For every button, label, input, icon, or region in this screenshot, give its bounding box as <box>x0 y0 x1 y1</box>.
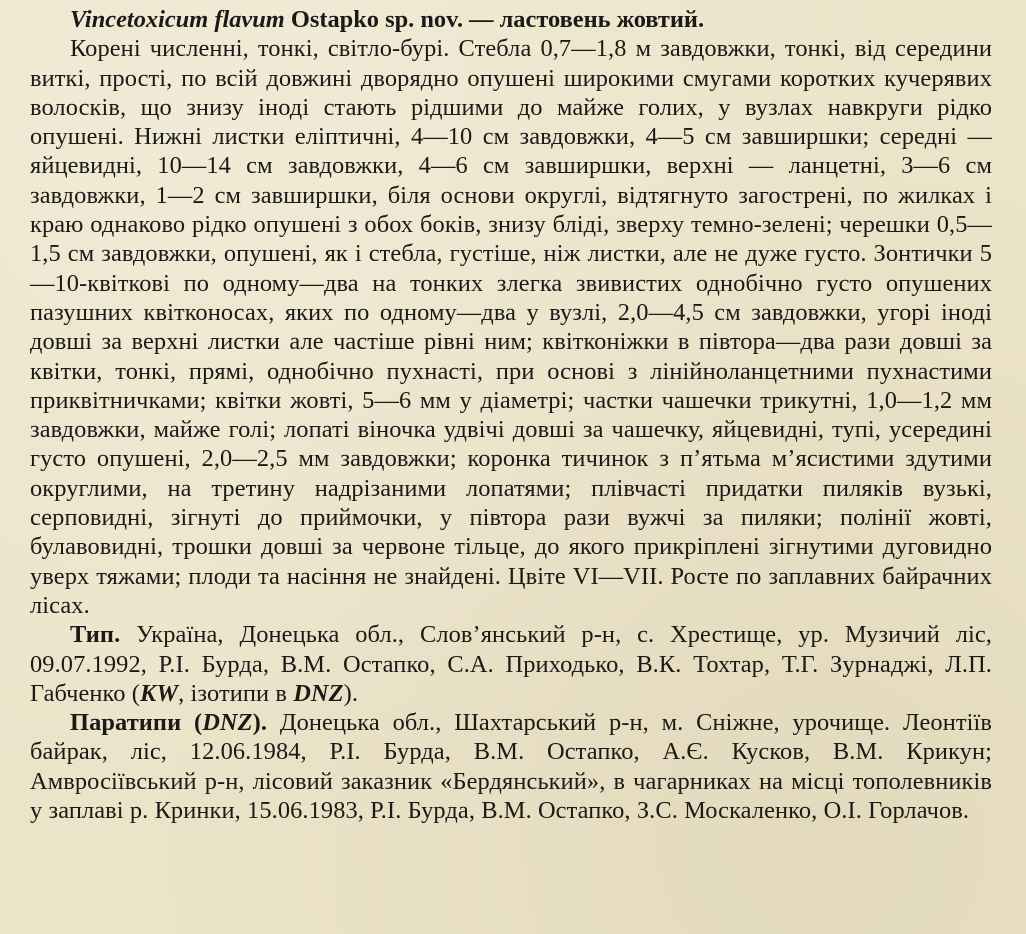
species-author-note: Ostapko sp. nov. — ластовень жовтий. <box>284 6 705 33</box>
paratypes-text: Донецька обл., Шахтарський р-н, м. Сніжне, урочище. Леонтіїв байрак, ліс, 12.06.1984, Р.І. Бурда, В.М. Остапко, А.Є. Кусков, В.М. Крикун; Амвросіївський р-н, лісовий заказник «Бердянський», в чагарниках на місці тополевників у заплаві р. Кринки, 15.06.1983, Р.І. Бурда, В.М. Остапко, З.С. Москаленко, О.І. Горлачов. <box>30 709 992 825</box>
type-text-middle: , ізотипи в <box>178 679 294 707</box>
type-herbarium-kw: KW <box>139 679 179 707</box>
type-label: Тип. <box>70 621 121 649</box>
type-text-after: ). <box>343 679 359 707</box>
type-specimen-paragraph <box>30 620 992 708</box>
paratypes-herbarium: DNZ <box>202 709 253 737</box>
paratypes-label: Паратипи ( <box>70 709 203 737</box>
type-text-before: Україна, Донецька обл., Слов’янський р-н, с. Хрестище, ур. Музичий ліс, 09.07.1992, Р.І. Бурда, В.М. Остапко, С.А. Приходько, В.К. Тохтар, Т.Г. Зурнаджі, Л.П. Габченко ( <box>30 621 992 707</box>
type-herbarium-dnz: DNZ <box>293 679 344 707</box>
paratypes-paragraph <box>30 708 992 825</box>
paratypes-label-end: ). <box>252 709 268 737</box>
species-latin-name: Vincetoxicum flavum <box>70 6 285 33</box>
species-heading <box>30 5 992 34</box>
species-description: Корені численні, тонкі, світло-бурі. Стебла 0,7—1,8 м завдовжки, тонкі, від середини виткі, прості, по всій довжині дворядно опушені широкими смугами коротких кучерявих волосків, що знизу іноді стають рідшими до майже голих, у вузлах навкруги рідко опушені. Нижні листки еліптичні, 4—10 см завдовжки, 4—5 см завширшки; середні — яйцевидні, 10—14 см завдовжки, 4—6 см завширшки, верхні — ланцетні, 3—6 см завдовжки, 1—2 см завширшки, біля основи округлі, відтягнуто загострені, по жилках і краю однаково рідко опушені з обох боків, знизу бліді, зверху темно-зелені; черешки 0,5—1,5 см завдовжки, опушені, як і стебла, густіше, ніж листки, але не дуже густо. Зонтички 5—10-квіткові по одному—два на тонких злегка звивистих однобічно густо опушених пазушних квітконосах, яких по одному—два у вузлі, 2,0—4,5 см завдовжки, угорі іноді довші за верхні листки але частіше рівні ним; квітконіжки в півтора—два рази довші за квітки, тонкі, прямі, однобічно пухнасті, при основі з лінійноланцетними пухнастими приквітничками; квітки жовті, 5—6 мм у діаметрі; частки чашечки трикутні, 1,0—1,2 мм завдовжки, майже голі; лопаті віночка удвічі довші за чашечку, яйцевидні, тупі, усередині густо опушені, 2,0—2,5 мм завдовжки; коронка тичинок з п’ятьма м’ясистими здутими округлими, на третину надрізаними лопатями; плівчасті придатки пиляків вузькі, серповидні, зігнуті до приймочки, у півтора рази вужчі за пиляки; полінії жовті, булавовидні, трошки довші за червоне тільце, до якого прикріплені зігнутими дуговидно уверх тяжами; плоди та насіння не знайдені. Цвіте VI—VII. Росте по заплавних байрачних лісах. <box>30 35 992 619</box>
